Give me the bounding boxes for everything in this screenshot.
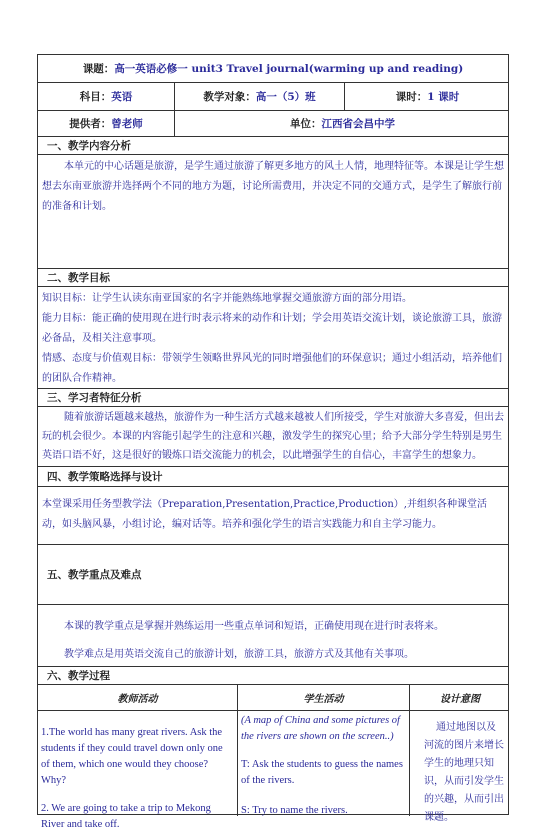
process-body-row (38, 711, 508, 830)
subject-value: 英语 (111, 91, 133, 103)
student-activity-note: (A map of China and some pictures of the rivers are shown on the screen..) (241, 715, 400, 742)
col-design-intent: 设计意图 (440, 694, 480, 705)
provider-label: 提供者： (69, 118, 112, 130)
title-label: 课题： (82, 63, 115, 75)
section-1-body (38, 155, 508, 269)
title-value: 高一英语必修一 unit3 Travel journal(warming up and reading) (114, 63, 464, 75)
teacher-activity-2: 2. We are going to take a trip to Mekong River and take off. (41, 803, 211, 830)
hours-value: 1 课时 (427, 91, 460, 103)
audience-label: 教学对象： (203, 91, 256, 103)
teacher-activity-1: 1.The world has many great rivers. Ask the students if they could travel down only one of them, which one would they choose? Why? (41, 727, 223, 786)
difficult-points-text: 教学难点是用英语交流自己的旅游计划，旅游工具，旅游方式及其他有关事项。 (64, 649, 414, 660)
section-4-body (38, 487, 508, 545)
subject-label: 科目： (79, 91, 112, 103)
section-3-heading: 三、学习者特征分析 (38, 389, 508, 407)
section-3-body (38, 407, 508, 467)
section-5-body (38, 605, 508, 667)
ability-goal: 能力目标：能正确的使用现在进行时表示将来的动作和计划；学会用英语交流计划，谈论旅游工具，旅游必备品，及相关注意事项。 (42, 313, 502, 344)
unit-value: 江西省会昌中学 (321, 118, 395, 130)
strategy-text: 本堂课采用任务型教学法（Preparation,Presentation,Practice,Production）,并组织各种课堂活动，如头脑风暴，小组讨论，编对话等。培养和强化学生的语言实践能力和自主学习能力。 (42, 499, 487, 530)
learner-analysis-text: 随着旅游话题越来越热，旅游作为一种生活方式越来越被人们所接受，学生对旅游大多喜爱，但出去玩的机会很少。本课的内容能引起学生的注意和兴趣，激发学生的探究心里；给予大部分学生特别是男生英语口语不好，这是很好的锻炼口语交流能力的机会，以此增强学生的自信心，丰富学生的想象力。 (42, 412, 504, 461)
provider-row (38, 111, 508, 137)
section-2-body (38, 287, 508, 389)
student-activity-student-line: S: Try to name the rivers. (241, 805, 348, 816)
emotion-goal: 情感、态度与价值观目标：带领学生领略世界风光的同时增强他们的环保意识；通过小组活动，培养他们的团队合作精神。 (42, 353, 502, 384)
section-1-heading: 一、教学内容分析 (38, 137, 508, 155)
section-6-heading: 六、教学过程 (38, 667, 508, 685)
hours-label: 课时： (395, 91, 428, 103)
title-row (38, 55, 508, 83)
student-activity-teacher-line: T: Ask the students to guess the names of the rivers. (241, 759, 403, 786)
section-5-heading: 五、教学重点及难点 (38, 545, 508, 605)
lesson-plan-table (37, 54, 509, 830)
info-row (38, 83, 508, 111)
audience-value: 高一（5）班 (255, 91, 316, 103)
content-analysis-text: 本单元的中心话题是旅游，是学生通过旅游了解更多地方的风土人情，地理特征等。本课是让学生想想去东南亚旅游并选择两个不同的地方为题，讨论所需费用，并决定不同的交通方式，是学生了解旅行前的准备和计划。 (42, 161, 504, 212)
process-header-row (38, 685, 508, 711)
unit-label: 单位： (290, 118, 322, 130)
key-points-text: 本课的教学重点是掌握并熟练运用一些重点单词和短语，正确使用现在进行时表将来。 (64, 621, 444, 632)
section-4-heading: 四、教学策略选择与设计 (38, 467, 508, 487)
col-teacher-activity: 教师活动 (117, 694, 158, 705)
provider-value: 曾老师 (111, 118, 143, 130)
section-2-heading: 二、教学目标 (38, 269, 508, 287)
knowledge-goal: 知识目标：让学生认读东南亚国家的名字并能熟练地掌握交通旅游方面的部分用语。 (42, 293, 412, 304)
design-intent-text: 通过地图以及河流的图片来增长学生的地理只知识，从而引发学生的兴趣，从而引出课题。 (424, 722, 504, 823)
col-student-activity: 学生活动 (303, 694, 344, 705)
